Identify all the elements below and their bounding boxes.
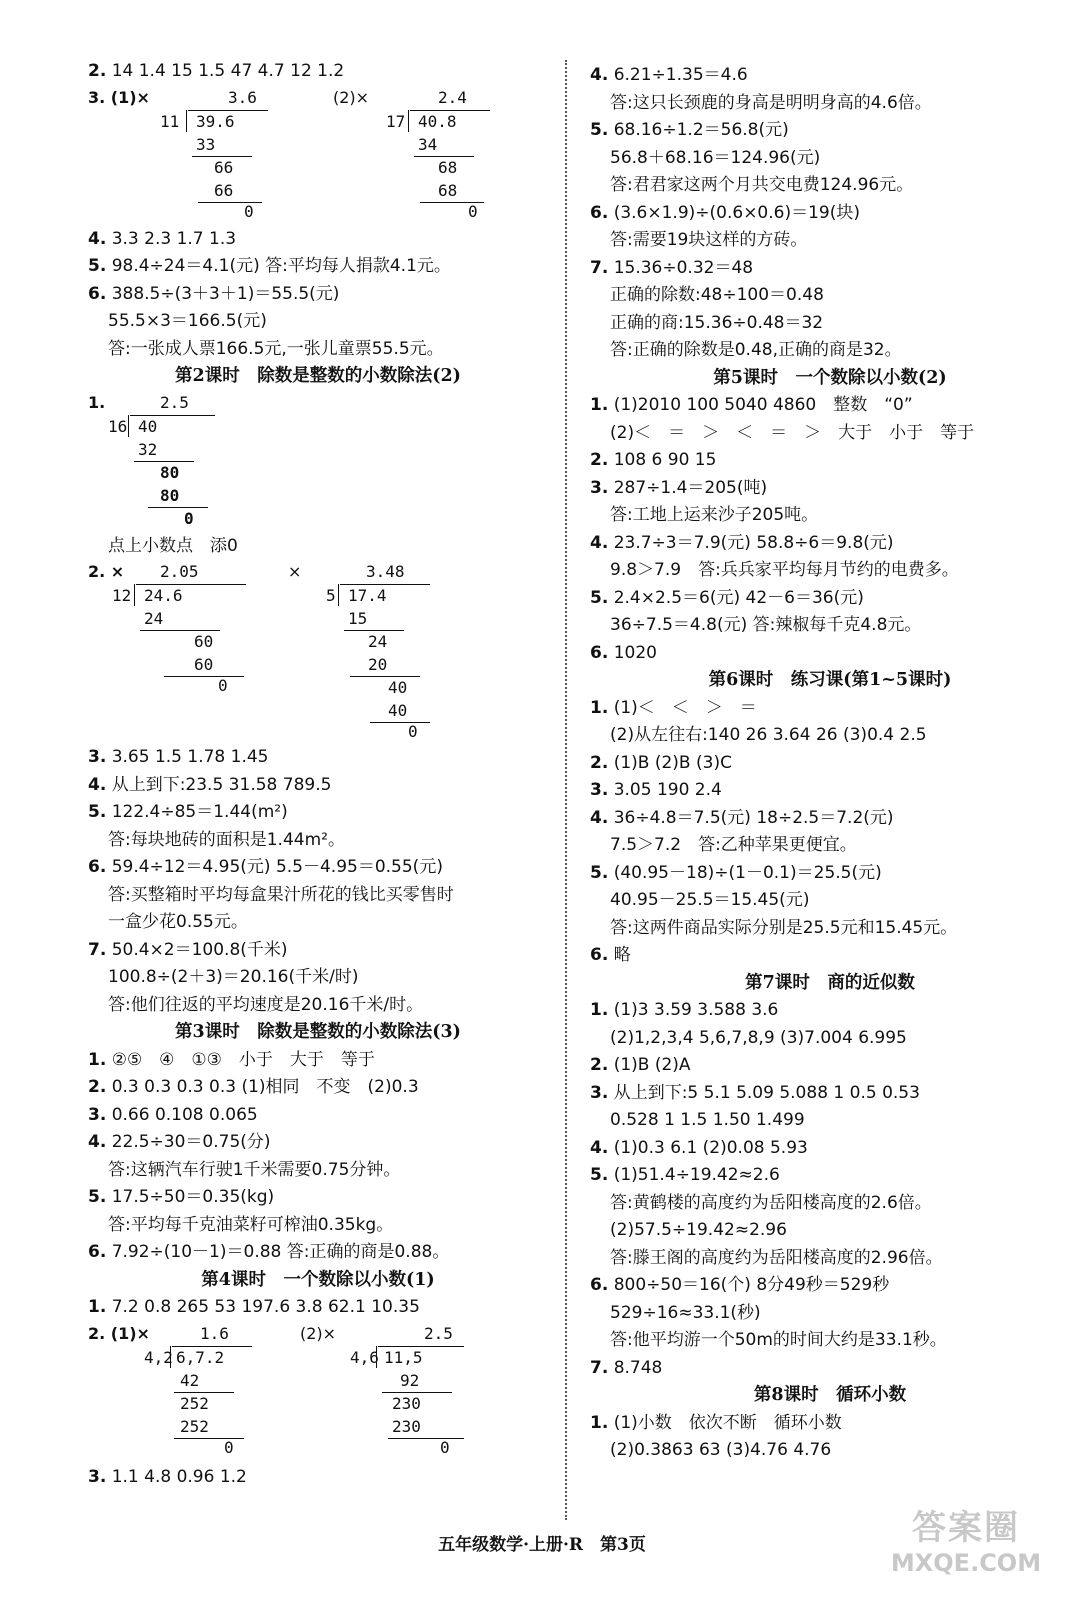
answer-line: 7. 8.748 [590, 1357, 663, 1378]
answer-line: 1. (1)＜ ＜ ＞ ＝ [590, 697, 757, 718]
answer-line: 正确的除数:48÷100＝0.48 [610, 285, 824, 305]
answer-line: 2. 14 1.4 15 1.5 47 4.7 12 1.2 [88, 61, 345, 81]
quotient: 2.5 [424, 1323, 453, 1343]
step-bar [164, 676, 244, 677]
answer-line: 2. 108 6 90 15 [590, 450, 717, 470]
section-heading: 第2课时 除数是整数的小数除法(2) [175, 366, 461, 386]
divisor: 5 [326, 586, 336, 605]
division-label: 2. × [88, 562, 125, 581]
answer-line: 5. (40.95－18)÷(1－0.1)＝25.5(元) [590, 862, 882, 883]
answer-line: 4. 从上到下:23.5 31.58 789.5 [88, 774, 332, 795]
answer-line: 正确的商:15.36÷0.48＝32 [610, 312, 824, 333]
division-bracket [128, 415, 129, 437]
divisor: 4,2 [144, 1347, 173, 1367]
answer-line: 6. 略 [590, 945, 631, 965]
division-bracket [376, 1346, 377, 1368]
answer-line: 答:这辆汽车行驶1千米需要0.75分钟。 [108, 1159, 401, 1180]
answer-line: 答:滕王阁的高度约为岳阳楼高度的2.96倍。 [610, 1247, 943, 1268]
remainder-step: 32 [138, 439, 158, 459]
remainder-step: 0 [468, 201, 478, 221]
remainder-step: 42 [180, 1370, 200, 1390]
answer-line: 1. 7.2 0.8 265 53 197.6 3.8 62.1 10.35 [88, 1297, 420, 1317]
remainder-step: 60 [194, 655, 214, 674]
left-column [88, 58, 548, 1491]
answer-line: 4. (1)0.3 6.1 (2)0.08 5.93 [590, 1137, 808, 1158]
answer-line: 答:这只长颈鹿的身高是明明身高的4.6倍。 [610, 92, 932, 113]
answer-line: 3. 3.65 1.5 1.78 1.45 [88, 747, 269, 767]
page-footer: 五年级数学·上册·R 第3页 [438, 1535, 646, 1555]
answer-line: 5. 98.4÷24＝4.1(元) 答:平均每人捐款4.1元。 [88, 256, 451, 276]
answer-line: 1. (1)2010 100 5040 4860 整数 “0” [590, 395, 913, 415]
remainder-step: 60 [194, 632, 214, 651]
column-divider [565, 60, 567, 1520]
answer-line: 6. (3.6×1.9)÷(0.6×0.6)＝19(块) [590, 202, 861, 223]
remainder-step: 0 [408, 722, 418, 741]
answer-line: (2)0.3863 63 (3)4.76 4.76 [610, 1440, 832, 1460]
answer-line: (2)从左往右:140 26 3.64 26 (3)0.4 2.5 [610, 725, 927, 745]
answer-line: 6. 7.92÷(10－1)＝0.88 答:正确的商是0.88。 [88, 1242, 450, 1262]
answer-line: 2. (1)B (2)B (3)C [590, 752, 732, 773]
quotient: 3.6 [228, 87, 257, 107]
remainder-step: 20 [368, 655, 388, 674]
watermark-title: 答案圈 [912, 1508, 1020, 1548]
answer-line: 答:需要19块这样的方砖。 [610, 230, 808, 250]
answer-line: 4. 6.21÷1.35＝4.6 [590, 65, 748, 85]
remainder-step: 15 [348, 609, 368, 628]
answer-line: 5. 2.4×2.5＝6(元) 42－6＝36(元) [590, 587, 864, 608]
step-bar [370, 722, 430, 723]
remainder-step: 34 [418, 134, 438, 154]
long-division-pair [88, 86, 548, 226]
division-bracket [338, 584, 339, 606]
watermark-logo [866, 1500, 1066, 1577]
remainder-step: 252 [180, 1393, 209, 1413]
dividend: 40 [138, 416, 158, 436]
section-heading: 第6课时 练习课(第1~5课时) [708, 670, 952, 690]
answer-line: 6. 1020 [590, 642, 657, 663]
answer-line: 56.8＋68.16＝124.96(元) [610, 147, 821, 168]
answer-line: 3. 287÷1.4＝205(吨) [590, 477, 768, 498]
section-heading: 第5课时 一个数除以小数(2) [713, 367, 947, 388]
answer-line: 5. (1)51.4÷19.42≈2.6 [590, 1165, 780, 1185]
remainder-step: 24 [368, 632, 388, 651]
step-bar [148, 507, 208, 508]
answer-line: 36÷7.5＝4.8(元) 答:辣椒每千克4.8元。 [610, 615, 922, 635]
divisor: 4,6 [350, 1347, 379, 1367]
answer-line: 答:黄鹤楼的高度约为岳阳楼高度的2.6倍。 [610, 1192, 932, 1213]
long-division [88, 391, 548, 528]
right-column [590, 62, 1070, 1465]
answer-line: (2)57.5÷19.42≈2.96 [610, 1220, 787, 1240]
division-bracket [186, 110, 187, 132]
remainder-step: 66 [214, 180, 234, 200]
remainder-step: 33 [196, 134, 216, 154]
answer-line: 40.95－25.5＝15.45(元) [610, 890, 810, 910]
remainder-step: 40 [388, 701, 408, 720]
answer-line: 答:工地上运来沙子205吨。 [610, 505, 819, 525]
quotient: 3.48 [366, 562, 405, 581]
answer-line: 6. 388.5÷(3＋3＋1)＝55.5(元) [88, 283, 340, 304]
answer-line: 答:买整箱时平均每盒果汁所花的钱比买零售时 [108, 884, 454, 905]
section-heading: 第8课时 循环小数 [753, 1385, 907, 1405]
answer-line: 55.5×3＝166.5(元) [108, 311, 267, 331]
remainder-step: 68 [438, 180, 458, 200]
step-bar [350, 676, 420, 677]
division-label: 3. (1)× [88, 87, 150, 107]
dividend: 6,7.2 [176, 1347, 225, 1367]
quotient: 2.5 [160, 392, 189, 412]
remainder-step: 0 [184, 508, 194, 528]
answer-line: 答:平均每千克油菜籽可榨油0.35kg。 [108, 1214, 394, 1235]
answer-line: 5. 17.5÷50＝0.35(kg) [88, 1187, 275, 1207]
answer-line: 1. (1)3 3.59 3.588 3.6 [590, 1000, 779, 1020]
remainder-step: 0 [224, 1437, 234, 1457]
answer-line: (2)＜ ＝ ＞ ＜ ＝ ＞ 大于 小于 等于 [610, 422, 975, 443]
remainder-step: 24 [144, 609, 164, 628]
answer-line: 7.5＞7.2 答:乙种苹果更便宜。 [610, 835, 857, 855]
answer-line: 6. 59.4÷12＝4.95(元) 5.5－4.95＝0.55(元) [88, 857, 443, 877]
answer-line: 5. 122.4÷85＝1.44(m²) [88, 802, 288, 822]
section-heading: 第3课时 除数是整数的小数除法(3) [175, 1022, 461, 1042]
remainder-step: 80 [160, 485, 180, 505]
answer-line: 0.528 1 1.5 1.50 1.499 [610, 1110, 805, 1130]
answer-line: 答:这两件商品实际分别是25.5元和15.45元。 [610, 917, 958, 938]
divisor: 17 [386, 111, 406, 131]
step-bar [388, 1438, 464, 1439]
remainder-step: 80 [160, 462, 180, 482]
answer-line: 答:一张成人票166.5元,一张儿童票55.5元。 [108, 338, 444, 359]
answer-line: 答:他们往返的平均速度是20.16千米/时。 [108, 994, 424, 1015]
remainder-step: 0 [244, 201, 254, 221]
answer-line: 答:君君家这两个月共交电费124.96元。 [610, 175, 914, 195]
remainder-step: 68 [438, 157, 458, 177]
dividend: 39.6 [196, 111, 235, 131]
division-label: (2)× [333, 87, 370, 107]
answer-line: 3. 从上到下:5 5.1 5.09 5.088 1 0.5 0.53 [590, 1082, 920, 1103]
remainder-step: 0 [440, 1437, 450, 1457]
answer-line: 4. 36÷4.8＝7.5(元) 18÷2.5＝7.2(元) [590, 807, 894, 828]
dividend: 40.8 [418, 111, 457, 131]
watermark-url: MXQE.COM [890, 1549, 1042, 1577]
division-label: (2)× [300, 1323, 337, 1343]
remainder-step: 252 [180, 1416, 209, 1436]
answer-line: 7. 50.4×2＝100.8(千米) [88, 939, 288, 960]
dividend: 17.4 [348, 586, 387, 605]
section-heading: 第4课时 一个数除以小数(1) [201, 1269, 435, 1290]
remainder-step: 230 [392, 1393, 421, 1413]
answer-line: 3. 3.05 190 2.4 [590, 780, 722, 800]
division-bracket [134, 584, 135, 606]
remainder-step: 230 [392, 1416, 421, 1436]
answer-line: 1. ②⑤ ④ ①③ 小于 大于 等于 [88, 1049, 375, 1070]
answer-line: 点上小数点 添0 [108, 535, 238, 556]
divisor: 12 [112, 586, 132, 605]
divisor: 16 [108, 416, 128, 436]
quotient: 2.05 [160, 562, 199, 581]
answer-line: 答:每块地砖的面积是1.44m²。 [108, 829, 345, 850]
divisor: 11 [160, 111, 180, 131]
answer-line: 529÷16≈33.1(秒) [610, 1302, 761, 1323]
answer-line: 4. 23.7÷3＝7.9(元) 58.8÷6＝9.8(元) [590, 532, 894, 553]
remainder-step: 0 [218, 676, 228, 695]
answer-line: 2. 0.3 0.3 0.3 0.3 (1)相同 不变 (2)0.3 [88, 1077, 419, 1097]
answer-line: 答:他平均游一个50m的时间大约是33.1秒。 [610, 1330, 947, 1350]
remainder-step: 40 [388, 678, 408, 697]
long-division-pair [88, 1322, 548, 1464]
answer-line: 4. 3.3 2.3 1.7 1.3 [88, 228, 237, 249]
answer-line: 9.8＞7.9 答:兵兵家平均每月节约的电费多。 [610, 560, 959, 580]
division-label: 1. [88, 392, 106, 412]
answer-line: 一盒少花0.55元。 [108, 912, 248, 932]
dividend: 11,5 [384, 1347, 423, 1367]
division-bracket [408, 110, 409, 132]
answer-line: 1. (1)小数 依次不断 循环小数 [590, 1412, 842, 1433]
remainder-step: 66 [214, 157, 234, 177]
answer-line: 100.8÷(2＋3)＝20.16(千米/时) [108, 967, 359, 987]
remainder-step: 92 [400, 1370, 420, 1390]
quotient: 1.6 [200, 1323, 229, 1343]
section-heading: 第7课时 商的近似数 [745, 972, 915, 993]
answer-line: 5. 68.16÷1.2＝56.8(元) [590, 120, 789, 140]
answer-line: 6. 800÷50＝16(个) 8分49秒＝529秒 [590, 1275, 890, 1295]
dividend: 24.6 [144, 586, 183, 605]
division-label: 2. (1)× [88, 1323, 150, 1343]
answer-line: 2. (1)B (2)A [590, 1055, 691, 1075]
division-label: × [288, 562, 302, 581]
answer-line: 4. 22.5÷30＝0.75(分) [88, 1132, 271, 1152]
answer-line: 3. 0.66 0.108 0.065 [88, 1104, 258, 1125]
quotient: 2.4 [438, 87, 467, 107]
answer-line: (2)1,2,3,4 5,6,7,8,9 (3)7.004 6.995 [610, 1027, 907, 1048]
answer-line: 7. 15.36÷0.32＝48 [590, 257, 754, 278]
answer-line: 3. 1.1 4.8 0.96 1.2 [88, 1466, 247, 1487]
answer-line: 答:正确的除数是0.48,正确的商是32。 [610, 340, 902, 360]
long-division-pair [88, 560, 548, 741]
division-bracket [170, 1346, 171, 1368]
